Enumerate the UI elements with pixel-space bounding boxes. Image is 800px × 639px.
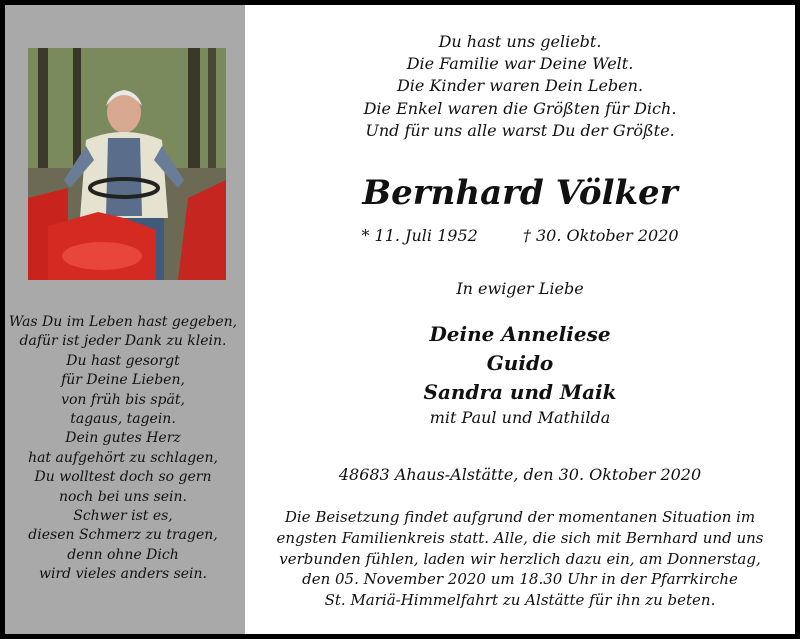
life-dates	[245, 226, 795, 245]
burial-line: verbunden fühlen, laden wir herzlich dazu ein, am Donnerstag,	[279, 549, 761, 568]
poem-line: Die Kinder waren Dein Leben.	[396, 76, 644, 96]
sidebar	[5, 5, 245, 634]
poem-line: von früh bis spät,	[61, 391, 185, 408]
burial-notice	[265, 507, 775, 611]
birth-date: * 11. Juli 1952	[361, 226, 478, 245]
poem-line: Schwer ist es,	[73, 508, 173, 525]
poem-line: Die Familie war Deine Welt.	[406, 54, 634, 74]
burial-line: engsten Familienkreis statt. Alle, die sich mit Bernhard und uns	[276, 528, 764, 547]
family-member: Sandra und Maik	[423, 380, 617, 404]
poem-line: Was Du im Leben hast gegeben,	[8, 314, 238, 330]
poem-line: noch bei uns sein.	[58, 488, 187, 505]
poem-line: Die Enkel waren die Größten für Dich.	[363, 98, 677, 118]
portrait-photo	[28, 48, 226, 280]
place-date: 48683 Ahaus-Alstätte, den 30. Oktober 2020	[338, 465, 702, 484]
poem-line: diesen Schmerz zu tragen,	[28, 527, 218, 544]
poem-line: hat aufgehört zu schlagen,	[28, 449, 218, 466]
in-love-line: In ewiger Liebe	[456, 279, 584, 298]
death-date: † 30. Oktober 2020	[522, 226, 679, 245]
family-member: Guido	[486, 351, 554, 375]
poem-line: Du hast uns geliebt.	[438, 32, 602, 51]
poem-line: Und für uns alle warst Du der Größte.	[365, 120, 675, 140]
deceased-name: Bernhard Völker	[362, 173, 678, 213]
poem-line: wird vieles anders sein.	[39, 566, 207, 583]
poem-line: tagaus, tagein.	[70, 411, 176, 428]
poem-line: Du hast gesorgt	[66, 352, 180, 369]
obituary-card	[5, 5, 795, 634]
poem-line: denn ohne Dich	[67, 546, 179, 563]
grandchildren: mit Paul und Mathilda	[429, 408, 611, 427]
family-member: Deine Anneliese	[429, 322, 611, 346]
poem-line: Du wolltest doch so gern	[34, 469, 212, 486]
poem-line: Dein gutes Herz	[65, 430, 181, 447]
main-content	[245, 5, 795, 634]
burial-line: den 05. November 2020 um 18.30 Uhr in der Pfarrkirche	[302, 570, 738, 589]
poem-line: dafür ist jeder Dank zu klein.	[19, 333, 227, 350]
poem-line: für Deine Lieben,	[61, 372, 185, 389]
main-poem	[245, 31, 795, 142]
burial-line: Die Beisetzung findet aufgrund der momentanen Situation im	[284, 508, 756, 526]
burial-line: St. Mariä-Himmelfahrt zu Alstätte für ihn zu beten.	[324, 591, 716, 610]
family-names	[245, 320, 795, 407]
sidebar-poem	[5, 313, 241, 585]
